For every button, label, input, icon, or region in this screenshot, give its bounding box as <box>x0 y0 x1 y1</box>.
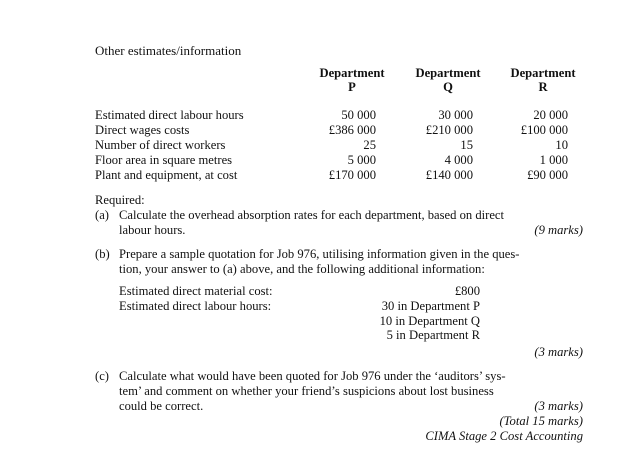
value-dept-r: 10 <box>555 138 568 152</box>
value-dept-p: 50 000 <box>341 108 376 122</box>
value-dept-q: 15 <box>460 138 473 152</box>
dept-header-line: Department <box>510 66 576 80</box>
value-dept-q: 4 000 <box>444 153 473 167</box>
value-dept-p: £170 000 <box>328 168 376 182</box>
dept-header-line: Department <box>415 66 481 80</box>
part-text-line: tem’ and comment on whether your friend’s suspicions about lost business <box>119 384 494 398</box>
marks-label: (9 marks) <box>534 223 583 237</box>
required-label: Required: <box>95 193 145 207</box>
part-text-line: Calculate the overhead absorption rates for each department, based on direct <box>119 208 504 222</box>
value-dept-q: 30 000 <box>438 108 473 122</box>
value-dept-r: 20 000 <box>533 108 568 122</box>
value-dept-q: £210 000 <box>425 123 473 137</box>
labour-hours-value: 5 in Department R <box>386 328 480 342</box>
dept-header-letter: Q <box>443 80 453 94</box>
part-text-line: tion, your answer to (a) above, and the following additional information: <box>119 262 485 276</box>
row-label: Plant and equipment, at cost <box>95 168 238 182</box>
labour-hours-value: 30 in Department P <box>381 299 480 313</box>
part-text-line: Calculate what would have been quoted for Job 976 under the ‘auditors’ sys- <box>119 369 506 383</box>
marks-label: (3 marks) <box>534 345 583 359</box>
row-label: Direct wages costs <box>95 123 190 137</box>
part-text-line: Prepare a sample quotation for Job 976, utilising information given in the ques- <box>119 247 520 261</box>
part-letter: (a) <box>95 208 109 222</box>
material-cost-label: Estimated direct material cost: <box>119 284 273 298</box>
source-citation: CIMA Stage 2 Cost Accounting <box>425 429 583 443</box>
material-cost-value: £800 <box>454 284 480 298</box>
section-heading: Other estimates/information <box>95 43 242 58</box>
row-label: Estimated direct labour hours <box>95 108 244 122</box>
dept-header-letter: P <box>348 80 356 94</box>
value-dept-p: 25 <box>363 138 376 152</box>
labour-hours-label: Estimated direct labour hours: <box>119 299 272 313</box>
value-dept-r: 1 000 <box>539 153 568 167</box>
value-dept-q: £140 000 <box>425 168 473 182</box>
marks-label: (3 marks) <box>534 399 583 413</box>
row-label: Floor area in square metres <box>95 153 233 167</box>
value-dept-p: 5 000 <box>347 153 376 167</box>
dept-header-line: Department <box>319 66 385 80</box>
part-text-line: labour hours. <box>119 223 186 237</box>
labour-hours-value: 10 in Department Q <box>379 314 480 328</box>
part-letter: (c) <box>95 369 109 383</box>
value-dept-r: £90 000 <box>527 168 568 182</box>
part-letter: (b) <box>95 247 110 261</box>
total-marks: (Total 15 marks) <box>499 414 583 428</box>
row-label: Number of direct workers <box>95 138 226 152</box>
value-dept-p: £386 000 <box>328 123 376 137</box>
dept-header-letter: R <box>538 80 548 94</box>
part-text-line: could be correct. <box>119 399 204 413</box>
value-dept-r: £100 000 <box>520 123 568 137</box>
